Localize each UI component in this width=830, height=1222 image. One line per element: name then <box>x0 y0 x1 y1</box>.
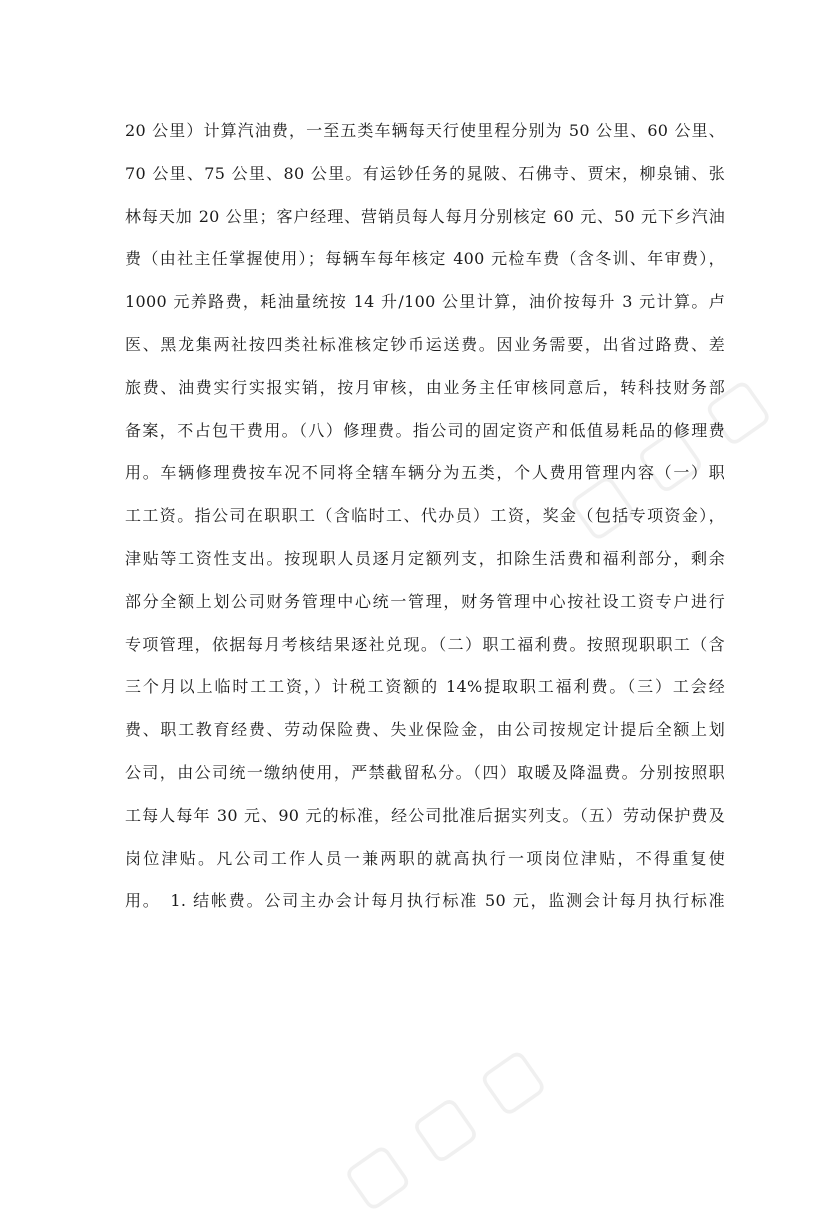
text-line: 备案，不占包干费用。（八）修理费。指公司的固定资产和低值易耗品的修理费 <box>125 420 725 440</box>
watermark-graphic: ▢ ▢ ▢ <box>554 361 782 553</box>
text-line: 公司，由公司统一缴纳使用，严禁截留私分。（四）取暖及降温费。分别按照职 <box>125 762 725 782</box>
text-line: 20 公里）计算汽油费，一至五类车辆每天行使里程分别为 50 公里、60 公里、 <box>125 121 725 140</box>
body-text <box>125 110 725 923</box>
text-line: 三个月以上临时工工资，）计税工资额的 14%提取职工福利费。（三）工会经 <box>125 677 725 697</box>
text-line: 工工资。指公司在职职工（含临时工、代办员）工资，奖金（包括专项资金）， <box>125 506 725 526</box>
text-line: 医、黑龙集两社按四类社标准核定钞币运送费。因业务需要，出省过路费、差 <box>125 334 725 354</box>
text-line: 岗位津贴。凡公司工作人员一兼两职的就高执行一项岗位津贴，不得重复使 <box>125 848 725 868</box>
text-line: 专项管理，依据每月考核结果逐社兑现。（二）职工福利费。按照现职职工（含 <box>125 634 725 654</box>
text-line: 用。 1. 结帐费。公司主办会计每月执行标准 50 元，监测会计每月执行标准 <box>125 891 725 911</box>
text-line: 用。车辆修理费按车况不同将全辖车辆分为五类，个人费用管理内容（一）职 <box>125 463 725 483</box>
text-line: 旅费、油费实行实报实销，按月审核，由业务主任审核同意后，转科技财务部 <box>125 377 725 397</box>
text-line: 1000 元养路费，耗油量统按 14 升/100 公里计算，油价按每升 3 元计算。卢 <box>125 292 725 312</box>
text-line: 费、职工教育经费、劳动保险费、失业保险金，由公司按规定计提后全额上划 <box>125 720 725 740</box>
text-line: 林每天加 20 公里；客户经理、营销员每人每月分别核定 60 元、50 元下乡汽油 <box>125 206 725 226</box>
text-line: 部分全额上划公司财务管理中心统一管理，财务管理中心按社设工资专户进行 <box>125 591 725 611</box>
text-line: 70 公里、75 公里、80 公里。有运钞任务的晁陂、石佛寺、贾宋，柳泉铺、张 <box>125 163 725 183</box>
text-line: 工每人每年 30 元、90 元的标准，经公司批准后据实列支。（五）劳动保护费及 <box>125 805 725 825</box>
text-line: 费（由社主任掌握使用）；每辆车每年核定 400 元检车费（含冬训、年审费）， <box>125 249 725 269</box>
watermark-graphic: ▢ ▢ ▢ <box>329 1031 557 1222</box>
text-line: 津贴等工资性支出。按现职人员逐月定额列支，扣除生活费和福利部分，剩余 <box>125 548 725 568</box>
